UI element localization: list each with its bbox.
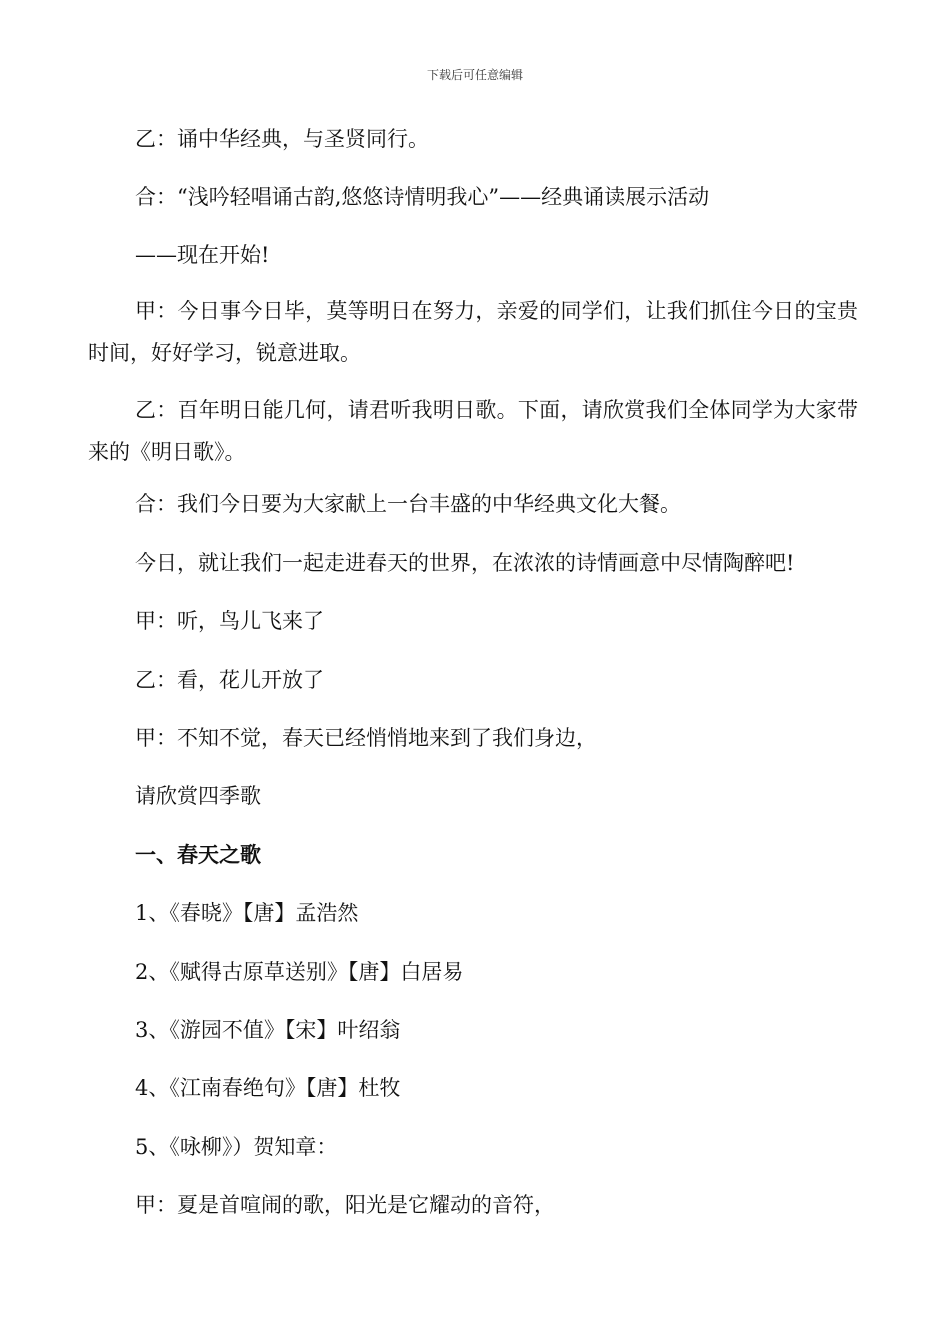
paragraph: 甲：今日事今日毕，莫等明日在努力，亲爱的同学们，让我们抓住今日的宝贵时间，好好学习，锐意进取。 — [88, 299, 858, 365]
text-line: 甲：夏是首喧闹的歌，阳光是它耀动的音符， — [135, 1193, 555, 1217]
page-header: 下载后可任意编辑 — [426, 68, 523, 82]
list-item: 2、《赋得古原草送别》【唐】白居易 — [135, 960, 464, 984]
list-item: 4、《江南春绝句》【唐】杜牧 — [135, 1076, 401, 1100]
text-line: ——现在开始! — [135, 243, 270, 267]
text-line: 合：我们今日要为大家献上一台丰盛的中华经典文化大餐。 — [135, 492, 681, 516]
text-line: 乙：看，花儿开放了 — [135, 668, 324, 692]
text-line: 今日，就让我们一起走进春天的世界，在浓浓的诗情画意中尽情陶醉吧! — [135, 551, 795, 575]
text-line: 甲：不知不觉，春天已经悄悄地来到了我们身边， — [135, 726, 597, 750]
list-item: 5、《咏柳》）贺知章： — [135, 1135, 338, 1159]
text-line: 合：“浅吟轻唱诵古韵,悠悠诗情明我心”——经典诵读展示活动 — [135, 185, 710, 209]
section-heading: 一、春天之歌 — [135, 842, 261, 867]
list-item: 1、《春晓》【唐】孟浩然 — [135, 901, 359, 925]
paragraph: 乙：百年明日能几何，请君听我明日歌。下面，请欣赏我们全体同学为大家带来的《明日歌》。 — [88, 398, 858, 464]
text-line: 甲：听，鸟儿飞来了 — [135, 609, 324, 633]
list-item: 3、《游园不值》【宋】叶绍翁 — [135, 1018, 401, 1042]
text-line: 请欣赏四季歌 — [135, 784, 261, 808]
text-line: 乙：诵中华经典，与圣贤同行。 — [135, 127, 429, 151]
